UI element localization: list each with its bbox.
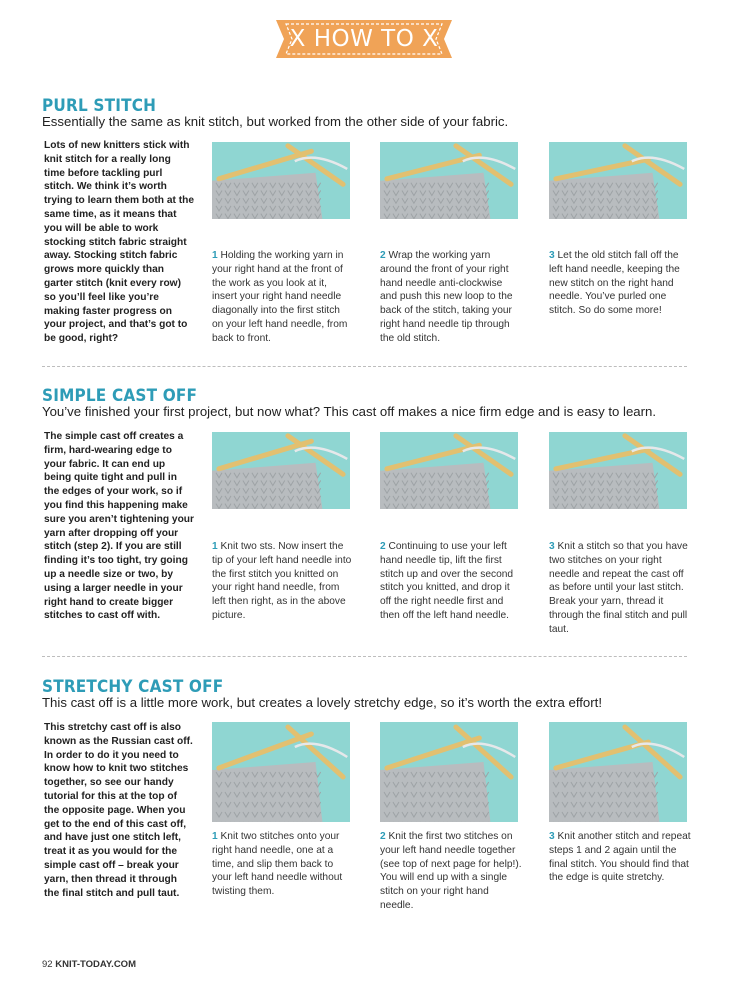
section-title-purl-stitch: PURL STITCH bbox=[42, 96, 157, 116]
step-caption-stretchy-1 bbox=[212, 830, 354, 899]
section-subtitle-stretchy-cast-off: This cast off is a little more work, but creates a lovely stretchy edge, so it’s worth the extra effort! bbox=[42, 695, 602, 710]
section-subtitle-simple-cast-off: You’ve finished your first project, but now what? This cast off makes a nice firm edge and is easy to learn. bbox=[42, 404, 657, 419]
step-photo-stretchy-1 bbox=[212, 722, 350, 822]
section-subtitle-purl-stitch: Essentially the same as knit stitch, but worked from the other side of your fabric. bbox=[42, 114, 509, 129]
step-number: 2 bbox=[380, 250, 386, 261]
section-divider bbox=[42, 366, 687, 367]
step-photo-cast-off-3 bbox=[549, 432, 687, 509]
page-number: 92 bbox=[42, 959, 53, 970]
step-text: Knit two sts. Now insert the tip of your left hand needle into the first stitch you knitted on your right hand needle, from left then right, as in the above picture. bbox=[212, 541, 352, 621]
step-text: Knit another stitch and repeat steps 1 and 2 again until the final stitch. You should find that the edge is quite stretchy. bbox=[549, 831, 691, 884]
step-number: 1 bbox=[212, 831, 218, 842]
step-text: Let the old stitch fall off the left hand needle, keeping the new stitch on the right hand needle. You’ve purled one stitch. So do some more! bbox=[549, 250, 680, 317]
intro-text-purl-stitch: Lots of new knitters stick with knit stitch for a really long time before tackling purl stitch. We think it’s worth trying to learn them both at the same time, as it means that you will be able to work stocking stitch fabric straight away. Stocking stitch fabric grows more quickly than garter stitch (knit every row) so you’ll feel like you’re making faster progress on your project, and that’s got to be good, right? bbox=[44, 140, 194, 345]
step-number: 1 bbox=[212, 250, 218, 261]
step-number: 1 bbox=[212, 541, 218, 552]
section-title-stretchy-cast-off: STRETCHY CAST OFF bbox=[42, 677, 224, 697]
step-caption-purl-3 bbox=[549, 249, 691, 318]
step-number: 2 bbox=[380, 831, 386, 842]
step-number: 3 bbox=[549, 831, 555, 842]
knitting-illustration bbox=[380, 142, 518, 219]
step-text: Knit the first two stitches on your left hand needle together (see top of next page for help!). You will end up with a single stitch on your right hand needle. bbox=[380, 831, 522, 911]
intro-text-simple-cast-off: The simple cast off creates a firm, hard-wearing edge to your fabric. It can end up being quite tight and pull in the edges of your work, so if you find this happening make sure you aren’t tightening your yarn after dropping off your stitch (step 2). If you are still finding it’s too tight, try going up a needle size or two, by using a larger needle in your right hand to create bigger stitches to cast off with. bbox=[44, 431, 194, 622]
step-photo-purl-2 bbox=[380, 142, 518, 219]
knitting-illustration bbox=[549, 432, 687, 509]
step-number: 2 bbox=[380, 541, 386, 552]
intro-text-stretchy-cast-off: This stretchy cast off is also known as the Russian cast off. In order to do it you need to know how to knit two stitches together, so see our handy tutorial for this at the top of the opposite page. When you get to the end of this cast off, and have just one stitch left, treat it as you would for the simple cast off – break your yarn, then thread it through the final stitch and pull taut. bbox=[44, 722, 193, 899]
step-photo-stretchy-3 bbox=[549, 722, 687, 822]
knitting-illustration bbox=[212, 722, 350, 822]
step-caption-stretchy-3 bbox=[549, 830, 691, 885]
step-photo-stretchy-2 bbox=[380, 722, 518, 822]
section-divider bbox=[42, 656, 687, 657]
step-photo-purl-1 bbox=[212, 142, 350, 219]
step-text: Holding the working yarn in your right hand at the front of the work as you look at it, insert your right hand needle diagonally into the first stitch on your left hand needle, from back to front. bbox=[212, 250, 348, 344]
knitting-illustration bbox=[212, 432, 350, 509]
step-photo-purl-3 bbox=[549, 142, 687, 219]
step-caption-cast-off-3 bbox=[549, 540, 691, 637]
step-text: Continuing to use your left hand needle tip, lift the first stitch up and over the second stitch you knitted, and drop it off the right needle first and then off the left hand needle. bbox=[380, 541, 514, 621]
footer-website: KNIT-TODAY.COM bbox=[55, 959, 136, 970]
step-text: Wrap the working yarn around the front of your right hand needle anti-clockwise and push this new loop to the back of the stitch, taking your right hand needle tip through the old stitch. bbox=[380, 250, 513, 344]
knitting-illustration bbox=[212, 142, 350, 219]
step-caption-purl-2 bbox=[380, 249, 522, 346]
knitting-illustration bbox=[380, 432, 518, 509]
step-caption-purl-1 bbox=[212, 249, 354, 346]
step-caption-stretchy-2 bbox=[380, 830, 522, 913]
section-title-simple-cast-off: SIMPLE CAST OFF bbox=[42, 386, 198, 406]
knitting-illustration bbox=[380, 722, 518, 822]
step-caption-cast-off-2 bbox=[380, 540, 522, 623]
step-number: 3 bbox=[549, 541, 555, 552]
how-to-banner bbox=[276, 14, 452, 64]
step-number: 3 bbox=[549, 250, 555, 261]
step-caption-cast-off-1 bbox=[212, 540, 354, 623]
knitting-illustration bbox=[549, 142, 687, 219]
page-footer bbox=[42, 959, 136, 970]
step-text: Knit two stitches onto your right hand needle, one at a time, and slip them back to your left hand needle without twisting them. bbox=[212, 831, 343, 898]
step-photo-cast-off-2 bbox=[380, 432, 518, 509]
step-text: Knit a stitch so that you have two stitches on your right needle and repeat the cast off as before until your last stitch. Break your yarn, thread it through the final stitch and pull taut. bbox=[549, 541, 688, 635]
knitting-illustration bbox=[549, 722, 687, 822]
banner-title: X HOW TO X bbox=[289, 26, 439, 52]
step-photo-cast-off-1 bbox=[212, 432, 350, 509]
